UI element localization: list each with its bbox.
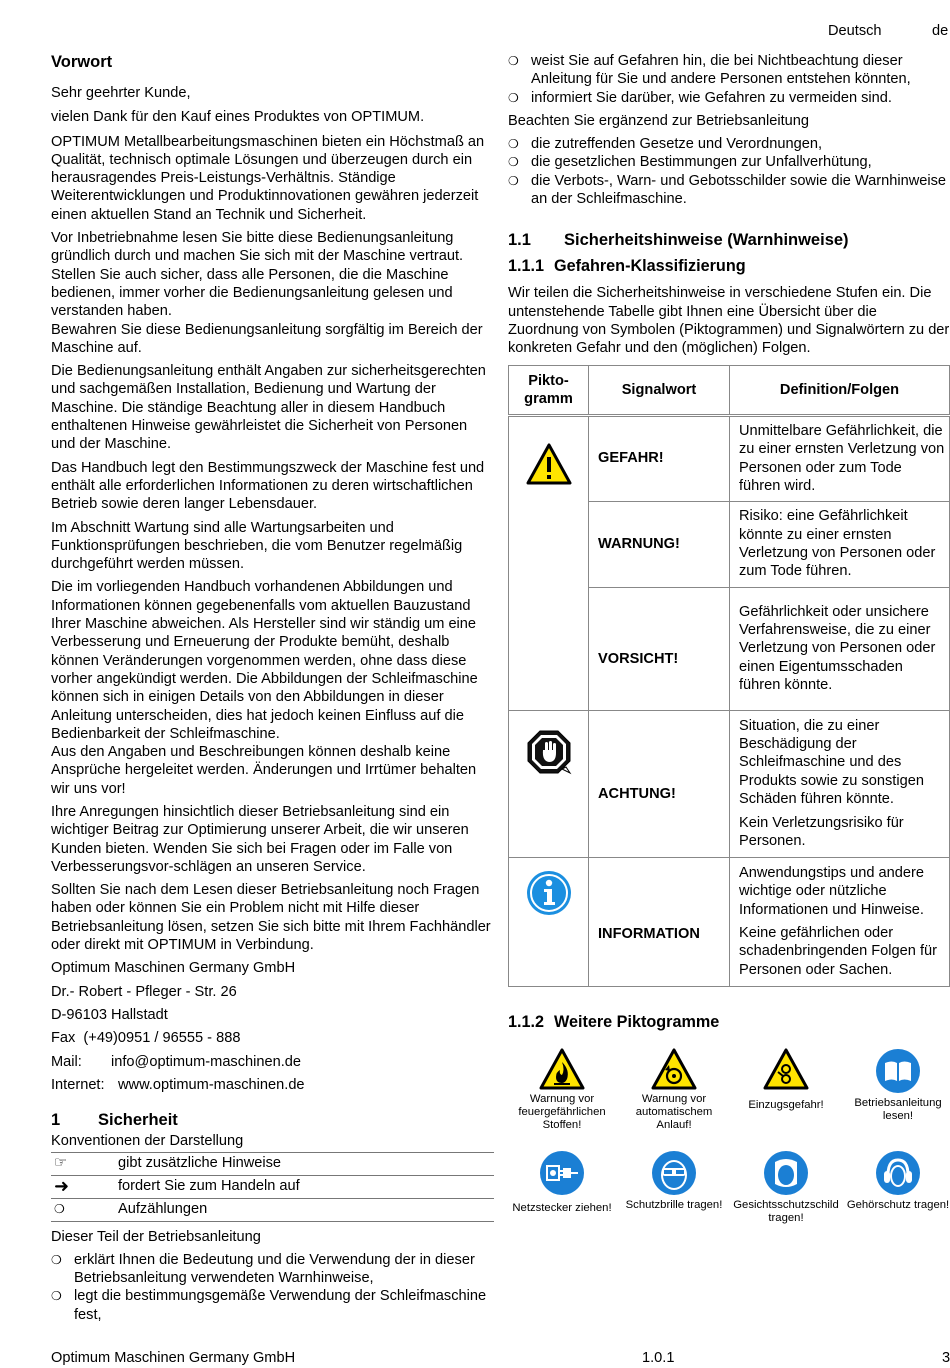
safety-goggles-icon (651, 1150, 697, 1196)
warning-triangle-icon (526, 443, 572, 485)
pictogram-label: Gesichtsschutzschild tragen! (733, 1198, 839, 1224)
preface-paragraph: vielen Dank für den Kauf eines Produktes von OPTIMUM. (51, 109, 425, 126)
section-1-heading: 1 Sicherheit (51, 1111, 178, 1130)
bullet-icon: ❍ (51, 1289, 62, 1304)
bullet-icon: ❍ (51, 1199, 118, 1222)
automatic-start-warning-icon (651, 1048, 697, 1090)
signal-word-warning: WARNUNG! (589, 501, 730, 587)
address-city: D-96103 Hallstadt (51, 1006, 168, 1023)
pictogram-item (618, 1048, 730, 1133)
arrow-icon: ➜ (51, 1176, 118, 1199)
pictogram-label: Betriebsanleitung lesen! (854, 1096, 942, 1122)
signal-word-caution: VORSICHT! (589, 587, 730, 710)
section-1-1-heading: 1.1 Sicherheitshinweise (Warnhinweise) (508, 231, 849, 250)
definition-cell: Anwendungstips und andere wichtige oder nützliche Informationen und Hinweise. Keine gefährlichen oder schadenbringenden Folgen für Personen oder Sachen. (730, 857, 950, 986)
definition-cell: Risiko: eine Gefährlichkeit könnte zu einer ernsten Verletzung von Personen oder zum Tode führen. (730, 501, 950, 587)
preface-paragraph: Vor Inbetriebnahme lesen Sie bitte diese Bedienungsanleitung gründlich durch und machen Sie sich mit der Maschine vertraut. Stellen Sie auch sicher, dass alle Personen, die die Maschine bedienen, immer vorher die Bedienungsanleitung gelesen und verstanden haben. (51, 230, 464, 320)
internet-link[interactable]: www.optimum-maschinen.de (118, 1076, 305, 1093)
table-row (509, 857, 950, 986)
address-company: Optimum Maschinen Germany GmbH (51, 960, 296, 977)
list-item: ❍ weist Sie auf Gefahren hin, die bei Nichtbeachtung dieser Anleitung für Sie und andere Personen entstehen könnten, (508, 53, 911, 88)
pictogram-item (842, 1150, 950, 1212)
preface-paragraph: OPTIMUM Metallbearbeitungsmaschinen bieten ein Höchstmaß an Qualität, technisch optimale Lösungen und überzeugen durch ein herausragendes Preis-Leistungs-Verhältnis. Ständige Weiterentwicklungen und Produktinnovationen gewähren jederzeit einen aktuellen Stand an Technik und Sicherheit. (51, 133, 485, 223)
entanglement-warning-icon (763, 1048, 809, 1090)
header-language: Deutsch (828, 23, 882, 39)
preface-title: Vorwort (51, 53, 113, 71)
address-street: Dr.- Robert - Pfleger - Str. 26 (51, 983, 237, 1000)
header-signal-word: Signalwort (589, 365, 730, 415)
pictogram-label: Schutzbrille tragen! (625, 1198, 723, 1211)
preface-paragraph: Bewahren Sie diese Bedienungsanleitung sorgfältig im Bereich der Maschine auf. (51, 321, 483, 356)
header-pictogram: Pikto-gramm (509, 365, 589, 415)
part-heading: Dieser Teil der Betriebsanleitung (51, 1229, 261, 1246)
table-row (509, 710, 950, 857)
footer-version: 1.0.1 (642, 1350, 675, 1366)
pictogram-label: Gehörschutz tragen! (846, 1198, 950, 1211)
bullet-icon: ❍ (508, 137, 519, 152)
supplement-heading: Beachten Sie ergänzend zur Betriebsanleitung (508, 112, 809, 129)
preface-paragraph: Die Bedienungsanleitung enthält Angaben zur sicherheitsgerechten und sachgemäßen Installation, Bedienung und Wartung der Maschine. Die ständige Beachtung aller in diesem Handbuch enthaltenen Hinweise gewährleistet die Sicherheit von Personen und der Maschine. (51, 363, 486, 453)
footer-company: Optimum Maschinen Germany GmbH (51, 1350, 296, 1366)
internet-label: Internet: (51, 1076, 105, 1093)
bullet-icon: ❍ (51, 1252, 62, 1267)
mail-label: Mail: (51, 1053, 82, 1070)
pictogram-label: Warnung vor automatischem Anlauf! (635, 1092, 713, 1132)
preface-paragraph: Ihre Anregungen hinsichtlich dieser Betriebsanleitung sind ein wichtiger Beitrag zur Optimierung unserer Arbeit, die wir unseren Kunden bieten. Wenden Sie sich bei Fragen oder im Falle von Verbesserungsvor-schlägen an unseren Service. (51, 803, 469, 875)
address-fax: Fax (+49)0951 / 96555 - 888 (51, 1030, 241, 1047)
header-language-code: de (932, 23, 949, 39)
preface-paragraph: Die im vorliegenden Handbuch vorhandenen Abbildungen und Informationen können gegebenenfalls vom aktuellen Bauzustand Ihrer Maschine abweichen. Als Hersteller sind wir ständig um eine Verbesserung und Erneuerung der Produkte bemüht, deshalb können Veränderungen vorgenommen werden, ohne dass diese vorher angekündigt werden. Die Abbildungen der Schleifmaschine können sich in einigen Details von den Abbildungen in dieser Anleitung unterscheiden, dies hat jedoch keinen Einfluss auf die Bedienbarkeit der Schleifmaschine. (51, 579, 478, 742)
list-item: ❍ die zutreffenden Gesetze und Verordnungen, (508, 136, 823, 153)
section-1-1-2-heading: 1.1.2 Weitere Piktogramme (508, 1012, 720, 1031)
signal-word-table (508, 365, 950, 987)
greeting: Sehr geehrter Kunde, (51, 85, 191, 101)
convention-row (51, 1176, 494, 1199)
pictogram-item (730, 1150, 842, 1226)
pictogram-label: Netzstecker ziehen! (512, 1201, 612, 1214)
list-item: ❍ informiert Sie darüber, wie Gefahren zu vermeiden sind. (508, 89, 892, 106)
mail-link[interactable]: info@optimum-maschinen.de (111, 1053, 302, 1070)
table-header-row (509, 365, 950, 415)
pictogram-label: Warnung vor feuergefährlichen Stoffen! (518, 1092, 606, 1132)
bullet-icon: ❍ (508, 155, 519, 170)
pictogram-grid (508, 1048, 950, 1238)
address-mail (51, 1053, 494, 1071)
signal-word-attention: ACHTUNG! (589, 710, 730, 857)
convention-row (51, 1153, 494, 1176)
preface-paragraph: Sollten Sie nach dem Lesen dieser Betriebsanleitung noch Fragen haben oder können Sie ein Problem nicht mit Hilfe dieser Betriebsanleitung lösen, setzen Sie sich bitte mit Ihrem Fachhändler oder direkt mit OPTIMUM in Verbindung. (51, 882, 491, 954)
classification-intro: Wir teilen die Sicherheitshinweise in verschiedene Stufen ein. Die untenstehende Tabelle gibt Ihnen eine Übersicht über die Zuordnung von Symbolen (Piktogrammen) und Signalwörtern zu der konkreten Gefahr und den (möglichen) Folgen. (508, 285, 950, 357)
convention-text: gibt zusätzliche Hinweise (118, 1153, 494, 1176)
information-icon (526, 870, 572, 916)
pictogram-item (730, 1048, 842, 1112)
list-item: ❍ die gesetzlichen Bestimmungen zur Unfallverhütung, (508, 154, 872, 171)
fire-warning-icon (539, 1048, 585, 1090)
right-column (508, 52, 950, 1238)
conventions-heading: Konventionen der Darstellung (51, 1133, 244, 1150)
list-item: ❍ erklärt Ihnen die Bedeutung und die Verwendung der in dieser Betriebsanleitung verwendeten Warnhinweise, (51, 1251, 475, 1287)
preface-paragraph: Aus den Angaben und Beschreibungen können deshalb keine Ansprüche hergeleitet werden. Änderungen und Irrtümer behalten wir uns vor! (51, 744, 477, 797)
bullet-icon: ❍ (508, 54, 519, 68)
unplug-icon (539, 1150, 585, 1196)
hint-icon: ☞ (51, 1153, 118, 1176)
footer-page-number: 3 (942, 1350, 950, 1366)
definition-cell: Gefährlichkeit oder unsichere Verfahrensweise, die zu einer Verletzung von Personen oder einen Eigentumsschaden führen könnte. (730, 587, 950, 710)
pictogram-item (618, 1150, 730, 1212)
bullet-icon: ❍ (508, 90, 519, 105)
signal-word-danger: GEFAHR! (589, 415, 730, 501)
preface-paragraph: Im Abschnitt Wartung sind alle Wartungsarbeiten und Funktionsprüfungen beschrieben, die vom Benutzer regelmäßig durchgeführt werden müssen. (51, 519, 463, 573)
bullet-icon: ❍ (508, 173, 519, 188)
header-definition: Definition/Folgen (730, 365, 950, 415)
list-item: ❍ die Verbots-, Warn- und Gebotsschilder sowie die Warnhinweise an der Schleifmaschine. (508, 172, 947, 208)
pictogram-cell (509, 857, 589, 986)
pictogram-item (842, 1048, 950, 1124)
ear-protection-icon (875, 1150, 921, 1196)
convention-row (51, 1199, 494, 1222)
preface-paragraph: Das Handbuch legt den Bestimmungszweck der Maschine fest und enthält alle erforderlichen Informationen zu deren wirtschaftlichen Betrieb sowie deren langer Lebensdauer. (51, 459, 485, 513)
definition-cell: Situation, die zu einer Beschädigung der Schleifmaschine und des Produkts sowie zu sonstigen Schäden führen könnte. Kein Verletzungsrisiko für Personen. (730, 710, 950, 857)
read-manual-icon (875, 1048, 921, 1094)
pictogram-label: Einzugsgefahr! (748, 1098, 824, 1111)
table-row (509, 415, 950, 501)
conventions-table (51, 1152, 494, 1222)
pictogram-item (506, 1048, 618, 1133)
pictogram-item (506, 1150, 618, 1215)
convention-text: fordert Sie zum Handeln auf (118, 1176, 494, 1199)
face-shield-icon (763, 1150, 809, 1196)
section-1-1-1-heading: 1.1.1 Gefahren-Klassifizierung (508, 257, 746, 276)
stop-hand-icon (526, 729, 572, 775)
pictogram-cell (509, 710, 589, 857)
definition-cell: Unmittelbare Gefährlichkeit, die zu einer ernsten Verletzung von Personen oder zum Tode führen wird. (730, 415, 950, 501)
list-item: ❍ legt die bestimmungsgemäße Verwendung der Schleifmaschine fest, (51, 1288, 487, 1323)
pictogram-cell (509, 415, 589, 710)
signal-word-information: INFORMATION (589, 857, 730, 986)
left-column (51, 52, 494, 1324)
address-internet (51, 1076, 494, 1094)
convention-text: Aufzählungen (118, 1199, 494, 1222)
